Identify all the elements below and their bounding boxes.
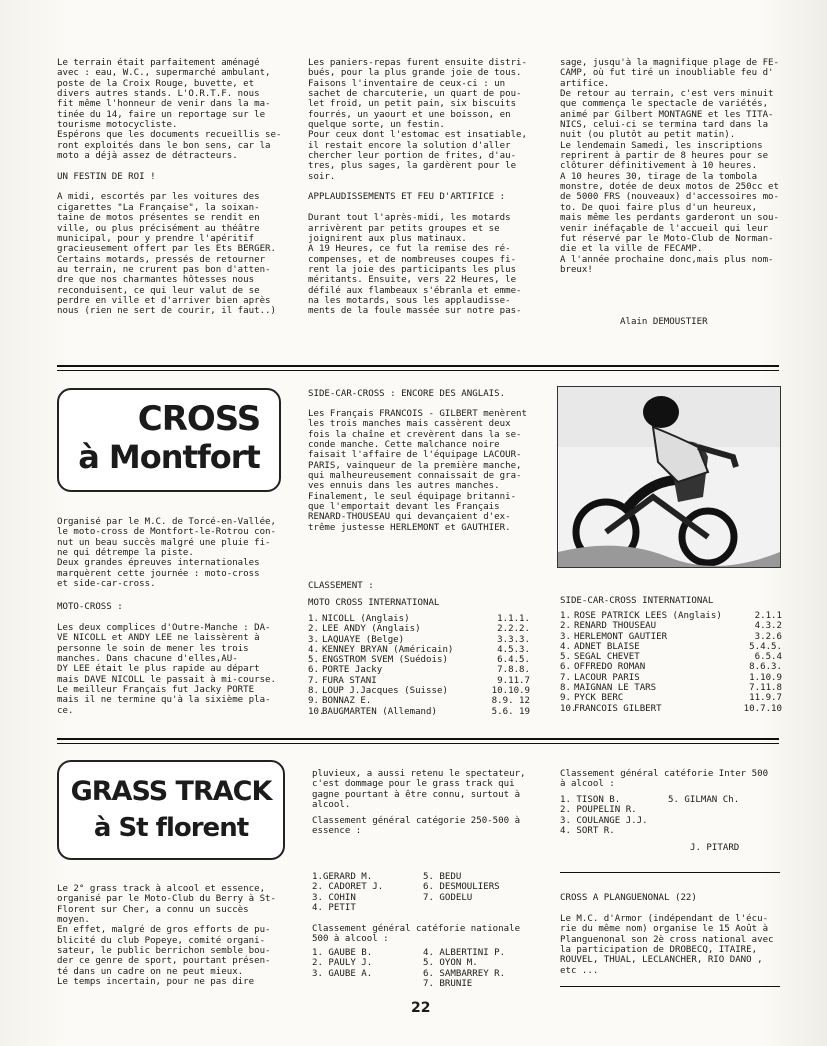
- national-500-heading: [312, 924, 520, 945]
- rank: 6.: [560, 662, 571, 673]
- text-line: ce.: [57, 705, 74, 716]
- text-line: PARIS, vainqueur de la première manche,: [308, 460, 522, 471]
- cross-intro-text: [57, 517, 276, 589]
- text-line: VE NICOLL et ANDY LEE ne laissèrent à: [57, 633, 260, 644]
- text-line: reprirent à partir de 8 heures pour se: [560, 151, 769, 162]
- text-line: quelque sorte, un festin.: [308, 120, 445, 131]
- text-line: nut un beau succès malgré une pluie fi-: [57, 537, 271, 548]
- text-line: alcool.: [312, 800, 351, 811]
- section-divider-top: [57, 365, 779, 367]
- text-line: na les motards, sous les applaudisse-: [308, 295, 511, 306]
- heat-places: 7.8.8.: [497, 665, 530, 676]
- heat-places: 9.11.7: [497, 675, 530, 686]
- rider-name: FURA STANI: [322, 675, 377, 686]
- text-line: bués, pour la plus grande joie de tous.: [308, 68, 522, 79]
- text-line: Classement général catégorie 250-500 à: [312, 816, 521, 826]
- inter-500-list-left: [560, 795, 648, 836]
- cross-title-line-1: CROSS: [137, 399, 261, 439]
- text-line: Le lendemain Samedi, les inscriptions: [560, 140, 763, 151]
- text-line: ROUVEL, THUAL, LECLANCHER, RIO DANO ,: [560, 955, 763, 966]
- moto-cross-heading: MOTO-CROSS :: [57, 602, 123, 612]
- side-car-text: [308, 409, 527, 533]
- result-line: 2. CADORET J.: [312, 882, 384, 893]
- text-line: mais il ne termine qu'à la sixième pla-: [57, 695, 271, 706]
- rank: 8.: [308, 686, 319, 697]
- text-line: il restait encore la solution d'aller: [308, 140, 511, 151]
- heat-places: 7.11.8: [749, 683, 782, 694]
- text-line: avec : eau, W.C., supermarché ambulant,: [57, 68, 271, 79]
- result-row: [308, 635, 530, 645]
- text-line: Faisons l'inventaire de ceux-ci : un: [308, 78, 506, 89]
- inter-500-heading: [560, 769, 768, 790]
- planguenonal-rule-bottom: [560, 986, 780, 987]
- text-line: manches. Dans chacune d'elles,AU-: [57, 654, 238, 665]
- rank: 9.: [560, 693, 571, 704]
- text-line: Les paniers-repas furent ensuite distri-: [308, 58, 527, 68]
- result-row: [560, 704, 782, 714]
- rank: 7.: [308, 675, 319, 686]
- text-line: gracieusement offert par les Ets BERGER.: [57, 244, 276, 255]
- text-line: les trois manches mais cassèrent deux: [308, 419, 511, 430]
- rank: 4.: [560, 641, 571, 652]
- rank: 9.: [308, 696, 319, 707]
- result-line: 2. PAULY J.: [312, 958, 373, 969]
- text-line: rie du même nom) organise le 15 Août à: [560, 924, 769, 935]
- motocross-photo: [557, 386, 781, 568]
- category-250-heading: [312, 816, 520, 837]
- rank: 7.: [560, 672, 571, 683]
- result-line: 7. GODELU: [423, 892, 473, 903]
- side-car-international-table: [560, 611, 782, 714]
- rank: 8.: [560, 683, 571, 694]
- result-line: 2. POUPELIN R.: [560, 805, 637, 816]
- text-line: pluvieux, a aussi retenu le spectateur,: [312, 769, 526, 779]
- top-article-signature: Alain DEMOUSTIER: [620, 317, 708, 327]
- planguenonal-text: [560, 914, 774, 976]
- result-row: [308, 624, 530, 634]
- rank: 10.: [308, 706, 325, 717]
- rider-name: ADNET BLAISE: [574, 641, 640, 652]
- result-row: [308, 676, 530, 686]
- rider-name: LACOUR PARIS: [574, 672, 640, 683]
- text-line: joignirent aux plus matinaux.: [308, 233, 467, 244]
- text-line: Classement général catéforie nationale: [312, 924, 521, 934]
- text-line: DY LEE était le plus rapide au départ: [57, 664, 260, 675]
- cross-title-line-2: à Montfort: [78, 438, 260, 476]
- text-line: la participation de DROBECQ, ITAIRE,: [560, 945, 758, 956]
- heat-places: 4.5.3.: [497, 644, 530, 655]
- text-line: die et la ville de FECAMP.: [560, 244, 703, 255]
- text-line: nuit (ou plutôt au petit matin).: [560, 130, 736, 141]
- result-row: [560, 621, 782, 631]
- top-article-column-3: [560, 58, 779, 275]
- heat-places: 6.4.5.: [497, 655, 530, 666]
- rank: 1.: [560, 611, 571, 621]
- rider-name: LOUP J.Jacques (Suisse): [322, 686, 448, 697]
- text-line: Le temps incertain, pour ne pas dire: [57, 977, 255, 988]
- rank: 3.: [308, 634, 319, 645]
- rider-name: ROSE PATRICK LEES (Anglais): [574, 611, 722, 621]
- rank: 4.: [308, 644, 319, 655]
- text-line: blicité du club Popeye, comité organi-: [57, 935, 266, 946]
- heat-places: 1.1.1.: [497, 614, 530, 624]
- page-number: 22: [411, 1000, 431, 1016]
- rank: 2.: [308, 624, 319, 635]
- text-line: fit même l'honneur de venir dans la ma-: [57, 99, 271, 110]
- text-line: sachet de charcuterie, un quart de pou-: [308, 89, 522, 100]
- text-line: taine de motos présentes se rendit en: [57, 213, 260, 224]
- text-line: Pour ceux dont l'estomac est insatiable,: [308, 130, 527, 141]
- rank: 10.: [560, 703, 577, 714]
- text-line: A 10 heures 30, tirage de la tombola: [560, 171, 758, 182]
- section-divider-top-thin: [57, 370, 779, 371]
- text-line: essence :: [312, 826, 362, 837]
- rider-name: BONNAZ E.: [322, 696, 372, 707]
- rider-name: LEE ANDY (Anglais): [322, 624, 421, 635]
- rider-name: KENNEY BRYAN (Américain): [322, 644, 454, 655]
- text-line: artifice.: [560, 78, 610, 89]
- rider-name: PORTE Jacky: [322, 665, 383, 676]
- text-line: Le meilleur Français fut Jacky PORTE: [57, 685, 255, 696]
- text-line: le moto-cross de Montfort-le-Rotrou con-: [57, 527, 276, 538]
- text-line: Le 2° grass track à alcool et essence,: [57, 884, 266, 894]
- heat-places: 10.7.10: [743, 703, 782, 714]
- text-line: personne le soin de mener les trois: [57, 643, 249, 654]
- planguenonal-heading: CROSS A PLANGUENONAL (22): [560, 893, 697, 903]
- text-line: gagne pourtant à être connu, surtout à: [312, 789, 521, 800]
- text-line: En effet, malgré de gros efforts de pu-: [57, 925, 271, 936]
- text-line: soir.: [308, 171, 336, 182]
- text-line: animé par Gilbert MONTAGNE et les TITA-: [560, 109, 774, 120]
- text-line: cigarettes "La Française", la soixan-: [57, 202, 260, 213]
- heat-places: 6.5.4: [754, 652, 782, 663]
- text-line: to. De quoi faire plus d'un heureux,: [560, 202, 758, 213]
- text-line: De retour au terrain, c'est vers minuit: [560, 89, 774, 100]
- text-line: ves ennuis dans les autres manches.: [308, 481, 500, 492]
- result-row: [560, 662, 782, 672]
- category-250-list-right: [423, 872, 500, 903]
- category-250-list-left: [312, 872, 383, 913]
- text-line: etc ...: [560, 965, 599, 976]
- text-line: sateur, le public berrichon semble bou-: [57, 946, 271, 957]
- text-line: APPLAUDISSEMENTS ET FEU D'ARTIFICE :: [308, 192, 506, 203]
- rank: 6.: [308, 665, 319, 676]
- text-line: ville, ou plus précisément au théâtre: [57, 223, 260, 234]
- text-line: RENARD-THOUSEAU qui devançaient d'ex-: [308, 512, 511, 523]
- rider-name: BAUGMARTEN (Allemand): [322, 706, 437, 717]
- result-row: [560, 611, 782, 621]
- text-line: té dans un cadre on ne peut mieux.: [57, 966, 244, 977]
- text-line: au terrain, ne crurent pas bon d'atten-: [57, 264, 271, 275]
- text-line: Durant tout l'après-midi, les motards: [308, 213, 511, 224]
- result-row: [308, 645, 530, 655]
- result-line: 5. GILMAN Ch.: [668, 795, 740, 805]
- section-divider-middle: [57, 738, 779, 740]
- text-line: venir inéfaçable de l'accueil qui leur: [560, 223, 769, 234]
- text-line: divers autres stands. L'O.R.T.F. nous: [57, 89, 260, 100]
- text-line: tinée du 14, faire un reportage sur le: [57, 109, 266, 120]
- text-line: Espérons que les documents recueillis se-: [57, 130, 282, 141]
- text-line: [57, 161, 281, 171]
- planguenonal-rule-top: [560, 872, 780, 873]
- text-line: chercher leur portion de frites, d'au-: [308, 151, 517, 162]
- text-line: que commença le spectacle de variétés,: [560, 99, 769, 110]
- text-line: conde manche. Cette malchance noire: [308, 440, 500, 451]
- rider-name: NICOLL (Anglais): [322, 614, 410, 624]
- national-500-list-right: [423, 948, 505, 989]
- text-line: breux!: [560, 264, 593, 275]
- text-line: Deux grandes épreuves internationales: [57, 558, 260, 569]
- grass-track-title-box: [57, 760, 285, 860]
- national-500-list-left: [312, 948, 372, 979]
- text-line: Les Français FRANCOIS - GILBERT menèrent: [308, 409, 527, 419]
- text-line: que l'emportait devant les Français: [308, 502, 500, 513]
- rider-name: MAIGNAN LE TARS: [574, 683, 657, 694]
- text-line: CAMP, où fut tiré un inoubliable feu d': [560, 68, 774, 79]
- heat-places: 5.6. 19: [491, 706, 530, 717]
- result-row: [560, 642, 782, 652]
- cross-montfort-title-box: [57, 388, 281, 492]
- heat-places: 11.9.7: [749, 693, 782, 704]
- text-line: trême justesse HERLEMONT et GAUTHIER.: [308, 522, 511, 533]
- text-line: fourrés, un yaourt et une boisson, en: [308, 109, 511, 120]
- moto-cross-international-table: [308, 614, 530, 717]
- text-line: [308, 182, 527, 192]
- text-line: moyen.: [57, 915, 90, 926]
- result-line: 5. OYON M.: [423, 958, 478, 969]
- text-line: let froid, un petit pain, six biscuits: [308, 99, 517, 110]
- rank: 2.: [560, 621, 571, 632]
- rider-name: RENARD THOUSEAU: [574, 621, 657, 632]
- heat-places: 1.10.9: [749, 672, 782, 683]
- text-line: et side-car-cross.: [57, 579, 156, 590]
- text-line: nous (rien ne sert de courir, il faut..): [57, 306, 276, 317]
- result-row: [308, 655, 530, 665]
- text-line: UN FESTIN DE ROI !: [57, 171, 156, 182]
- text-line: A l'année prochaine donc,mais plus nom-: [560, 254, 774, 265]
- result-line: 1. GAUBE B.: [312, 948, 373, 958]
- text-line: moto a déjà assez de détracteurs.: [57, 151, 238, 162]
- text-line: municipal, pour y prendre l'apéritif: [57, 233, 255, 244]
- heat-places: 2.1.1: [754, 611, 782, 621]
- text-line: perdre en ville et d'arriver bien après: [57, 295, 271, 306]
- result-line: 4. SORT R.: [560, 826, 615, 837]
- result-line: 5. BEDU: [423, 872, 462, 882]
- result-line: 3. COHIN: [312, 892, 356, 903]
- rank: 5.: [560, 652, 571, 663]
- rider-name: LAQUAYE (Belge): [322, 634, 405, 645]
- text-line: A midi, escortés par les voitures des: [57, 192, 260, 203]
- text-line: ront exploités dans le bon sens, car la: [57, 140, 271, 151]
- classement-label: CLASSEMENT :: [308, 581, 374, 591]
- result-line: 7. BRUNIE: [423, 979, 473, 990]
- result-row: [560, 693, 782, 703]
- result-line: 1.GERARD M.: [312, 872, 373, 882]
- rider-name: ENGSTROM SVEM (Suédois): [322, 655, 448, 666]
- result-row: [308, 707, 530, 717]
- heat-places: 3.3.3.: [497, 634, 530, 645]
- text-line: Le M.C. d'Armor (indépendant de l'écu-: [560, 914, 769, 924]
- heat-places: 8.9. 12: [491, 696, 530, 707]
- result-row: [308, 686, 530, 696]
- result-row: [560, 673, 782, 683]
- rider-name: FRANCOIS GILBERT: [574, 703, 662, 714]
- inter-500-list-right: [668, 795, 739, 805]
- grass-title-line-1: GRASS TRACK: [70, 776, 272, 807]
- text-line: [308, 203, 527, 213]
- result-row: [308, 696, 530, 706]
- text-line: [57, 182, 281, 192]
- grass-intro-text: [57, 884, 276, 987]
- result-row: [560, 632, 782, 642]
- text-line: Classement général catéforie Inter 500: [560, 769, 769, 779]
- rider-name: SEGAL CHEVET: [574, 652, 640, 663]
- heat-places: 3.2.6: [754, 631, 782, 642]
- text-line: sage, jusqu'à la magnifique plage de FE-: [560, 58, 779, 68]
- text-line: c'est dommage pour le grass track qui: [312, 779, 515, 790]
- text-line: ments de la foule massée sur notre pas-: [308, 306, 522, 317]
- text-line: der ce genre de sport, pourtant présen-: [57, 956, 271, 967]
- text-line: tres, plus sages, la gardèrent pour le: [308, 161, 517, 172]
- top-article-column-1: [57, 58, 281, 317]
- result-row: [560, 683, 782, 693]
- result-line: 3. GAUBE A.: [312, 968, 373, 979]
- rank: 1.: [308, 614, 319, 624]
- heat-places: 2.2.2.: [497, 624, 530, 635]
- text-line: poste de la Croix Rouge, buvette, et: [57, 78, 255, 89]
- text-line: A 19 Heures, ce fut la remise des ré-: [308, 244, 511, 255]
- text-line: fut réservé par le Moto-Club de Norman-: [560, 233, 774, 244]
- rank: 3.: [560, 631, 571, 642]
- text-line: Organisé par le M.C. de Torcé-en-Vallée,: [57, 517, 276, 527]
- text-line: fois la chaîne et crevèrent dans la se-: [308, 429, 522, 440]
- text-line: Planguenonal son 2è cross national avec: [560, 934, 774, 945]
- text-line: tourisme motocycliste.: [57, 120, 178, 131]
- top-article-column-2: [308, 58, 527, 317]
- text-line: monstre, dotée de deux motos de 250cc et: [560, 182, 779, 193]
- text-line: clôturer définitivement à 10 heures.: [560, 161, 758, 172]
- text-line: dre que nos charmantes hôtesses nous: [57, 275, 255, 286]
- result-line: 3. COULANGE J.J.: [560, 815, 648, 826]
- result-line: 4. PETIT: [312, 903, 356, 914]
- text-line: NICS, celui-ci se termina tard dans la: [560, 120, 769, 131]
- rider-name: PYCK BERC: [574, 693, 624, 704]
- text-line: mais même les perdants garderont un sou-: [560, 213, 779, 224]
- text-line: compenses, et de nombreuses coupes fi-: [308, 254, 517, 265]
- result-row: [308, 614, 530, 624]
- text-line: de 5000 FRS (nouveaux) d'accessoires mo-: [560, 192, 779, 203]
- heat-places: 10.10.9: [491, 686, 530, 697]
- result-row: [560, 652, 782, 662]
- text-line: Finalement, le seul équipage britanni-: [308, 491, 517, 502]
- text-line: défilé aux flambeaux s'ébranla et emme-: [308, 285, 522, 296]
- text-line: mais DAVE NICOLL le passait à mi-course.: [57, 674, 276, 685]
- result-line: 6. SAMBARREY R.: [423, 968, 506, 979]
- text-line: reconduisent, ce qui leur valut de se: [57, 285, 260, 296]
- text-line: Certains motards, pressés de retourner: [57, 254, 266, 265]
- text-line: Les deux complices d'Outre-Manche : DA-: [57, 623, 271, 633]
- result-line: 4. ALBERTINI P.: [423, 948, 506, 958]
- text-line: Florent sur Cher, a connu un succès: [57, 904, 249, 915]
- moto-cross-international-heading: MOTO CROSS INTERNATIONAL: [308, 598, 440, 608]
- heat-places: 5.4.5.: [749, 641, 782, 652]
- text-line: à alcool :: [560, 779, 615, 790]
- result-line: 1. TISON B.: [560, 795, 621, 805]
- result-row: [308, 665, 530, 675]
- section-divider-middle-thin: [57, 743, 779, 744]
- text-line: méritants. Ensuite, vers 22 Heures, le: [308, 275, 517, 286]
- text-line: organisé par le Moto-Club du Berry à St-: [57, 894, 276, 905]
- text-line: qui malheureusement connaissait de gra-: [308, 471, 522, 482]
- text-line: 500 à alcool :: [312, 934, 389, 945]
- text-line: rent la joie des participants les plus: [308, 264, 517, 275]
- motocross-rider-image: [558, 387, 780, 567]
- grass-title-line-2: à St florent: [93, 813, 249, 843]
- grass-signature: J. PITARD: [690, 843, 740, 853]
- heat-places: 8.6.3.: [749, 662, 782, 673]
- rank: 5.: [308, 655, 319, 666]
- text-line: faisait l'affaire de l'équipage LACOUR-: [308, 450, 522, 461]
- result-line: 6. DESMOULIERS: [423, 882, 500, 893]
- side-car-heading: SIDE-CAR-CROSS : ENCORE DES ANGLAIS.: [308, 389, 506, 399]
- rider-name: OFFREDO ROMAN: [574, 662, 646, 673]
- heat-places: 4.3.2: [754, 621, 782, 632]
- text-line: ne qui détrempe la piste.: [57, 548, 194, 559]
- text-line: Le terrain était parfaitement aménagé: [57, 58, 260, 68]
- moto-cross-text: [57, 623, 276, 716]
- rider-name: HERLEMONT GAUTIER: [574, 631, 668, 642]
- side-car-international-heading: SIDE-CAR-CROSS INTERNATIONAL: [560, 596, 714, 606]
- text-line: arrivèrent par petits groupes et se: [308, 223, 500, 234]
- text-line: marquèrent cette journée : moto-cross: [57, 568, 260, 579]
- grass-continuation-text: [312, 769, 526, 810]
